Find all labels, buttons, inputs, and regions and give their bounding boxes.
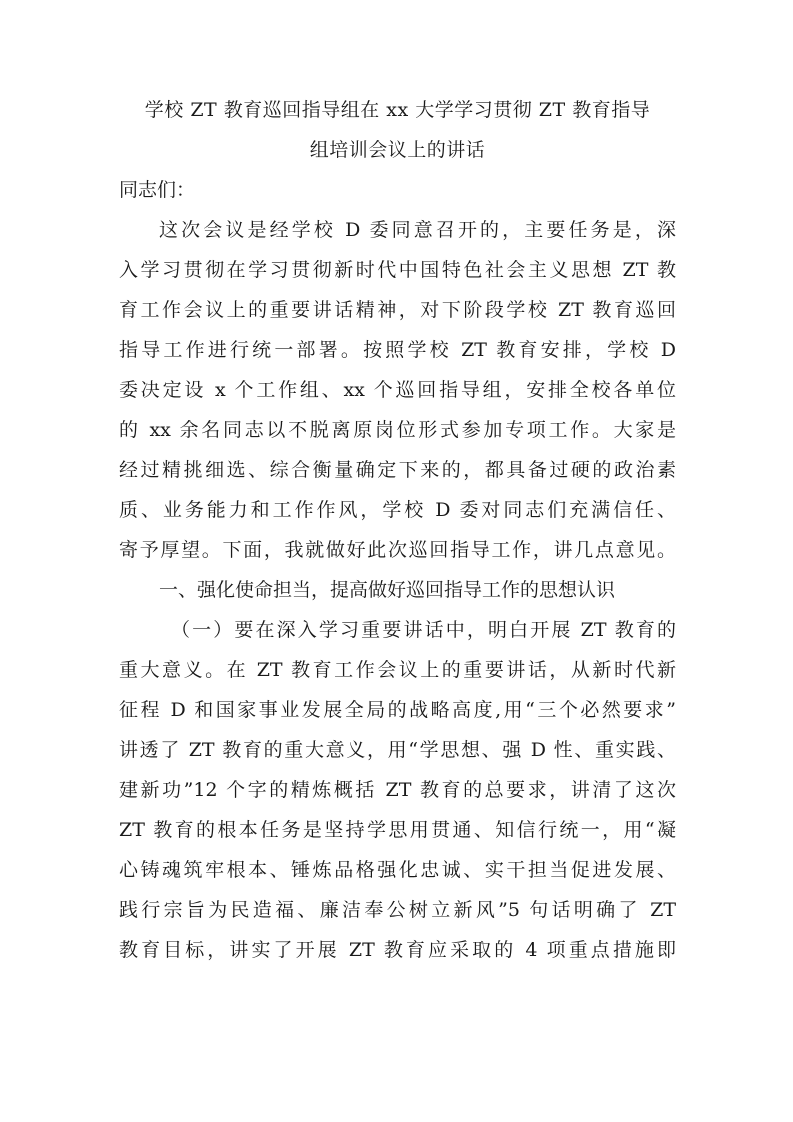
paragraph-line: 入学习贯彻在学习贯彻新时代中国特色社会主义思想 ZT 教	[119, 259, 676, 281]
paragraph-line: 指导工作进行统一部署。按照学校 ZT 教育安排，学校 D	[119, 339, 676, 361]
paragraph-line: 的 xx 余名同志以不脱离原岗位形式参加专项工作。大家是	[119, 419, 676, 441]
document-title-line-2: 组培训会议上的讲话	[309, 139, 486, 161]
paragraph-line: 教育目标，讲实了开展 ZT 教育应采取的 4 项重点措施即	[119, 939, 676, 961]
paragraph-line: 这次会议是经学校 D 委同意召开的，主要任务是，深	[159, 219, 676, 241]
paragraph-line: 征程 D 和国家事业发展全局的战略高度,用“三个必然要求”	[119, 699, 676, 721]
paragraph-line: 践行宗旨为民造福、廉洁奉公树立新风”5 句话明确了 ZT	[119, 899, 676, 921]
paragraph-line: 育工作会议上的重要讲话精神，对下阶段学校 ZT 教育巡回	[119, 299, 676, 321]
greeting: 同志们：	[119, 179, 196, 201]
paragraph-line: 委决定设 x 个工作组、xx 个巡回指导组，安排全校各单位	[119, 379, 676, 401]
document-title-line-1: 学校 ZT 教育巡回指导组在 xx 大学学习贯彻 ZT 教育指导	[144, 99, 651, 121]
paragraph-line: 建新功”12 个字的精炼概括 ZT 教育的总要求，讲清了这次	[119, 779, 676, 801]
section-heading: 一、强化使命担当，提高做好巡回指导工作的思想认识	[159, 579, 616, 601]
paragraph-line: 重大意义。在 ZT 教育工作会议上的重要讲话，从新时代新	[119, 659, 676, 681]
paragraph-line: 质、业务能力和工作作风，学校 D 委对同志们充满信任、	[119, 499, 676, 521]
document-content	[119, 92, 676, 968]
paragraph-line: ZT 教育的根本任务是坚持学思用贯通、知信行统一，用“凝	[119, 819, 676, 841]
paragraph-line: 寄予厚望。下面，我就做好此次巡回指导工作，讲几点意见。	[119, 539, 676, 561]
subsection-heading-line: （一）要在深入学习重要讲话中，明白开展 ZT 教育的	[171, 619, 676, 641]
paragraph-line: 心铸魂筑牢根本、锤炼品格强化忠诚、实干担当促进发展、	[119, 859, 676, 881]
paragraph-line: 经过精挑细选、综合衡量确定下来的，都具备过硬的政治素	[119, 459, 676, 481]
paragraph-line: 讲透了 ZT 教育的重大意义，用“学思想、强 D 性、重实践、	[119, 739, 676, 761]
